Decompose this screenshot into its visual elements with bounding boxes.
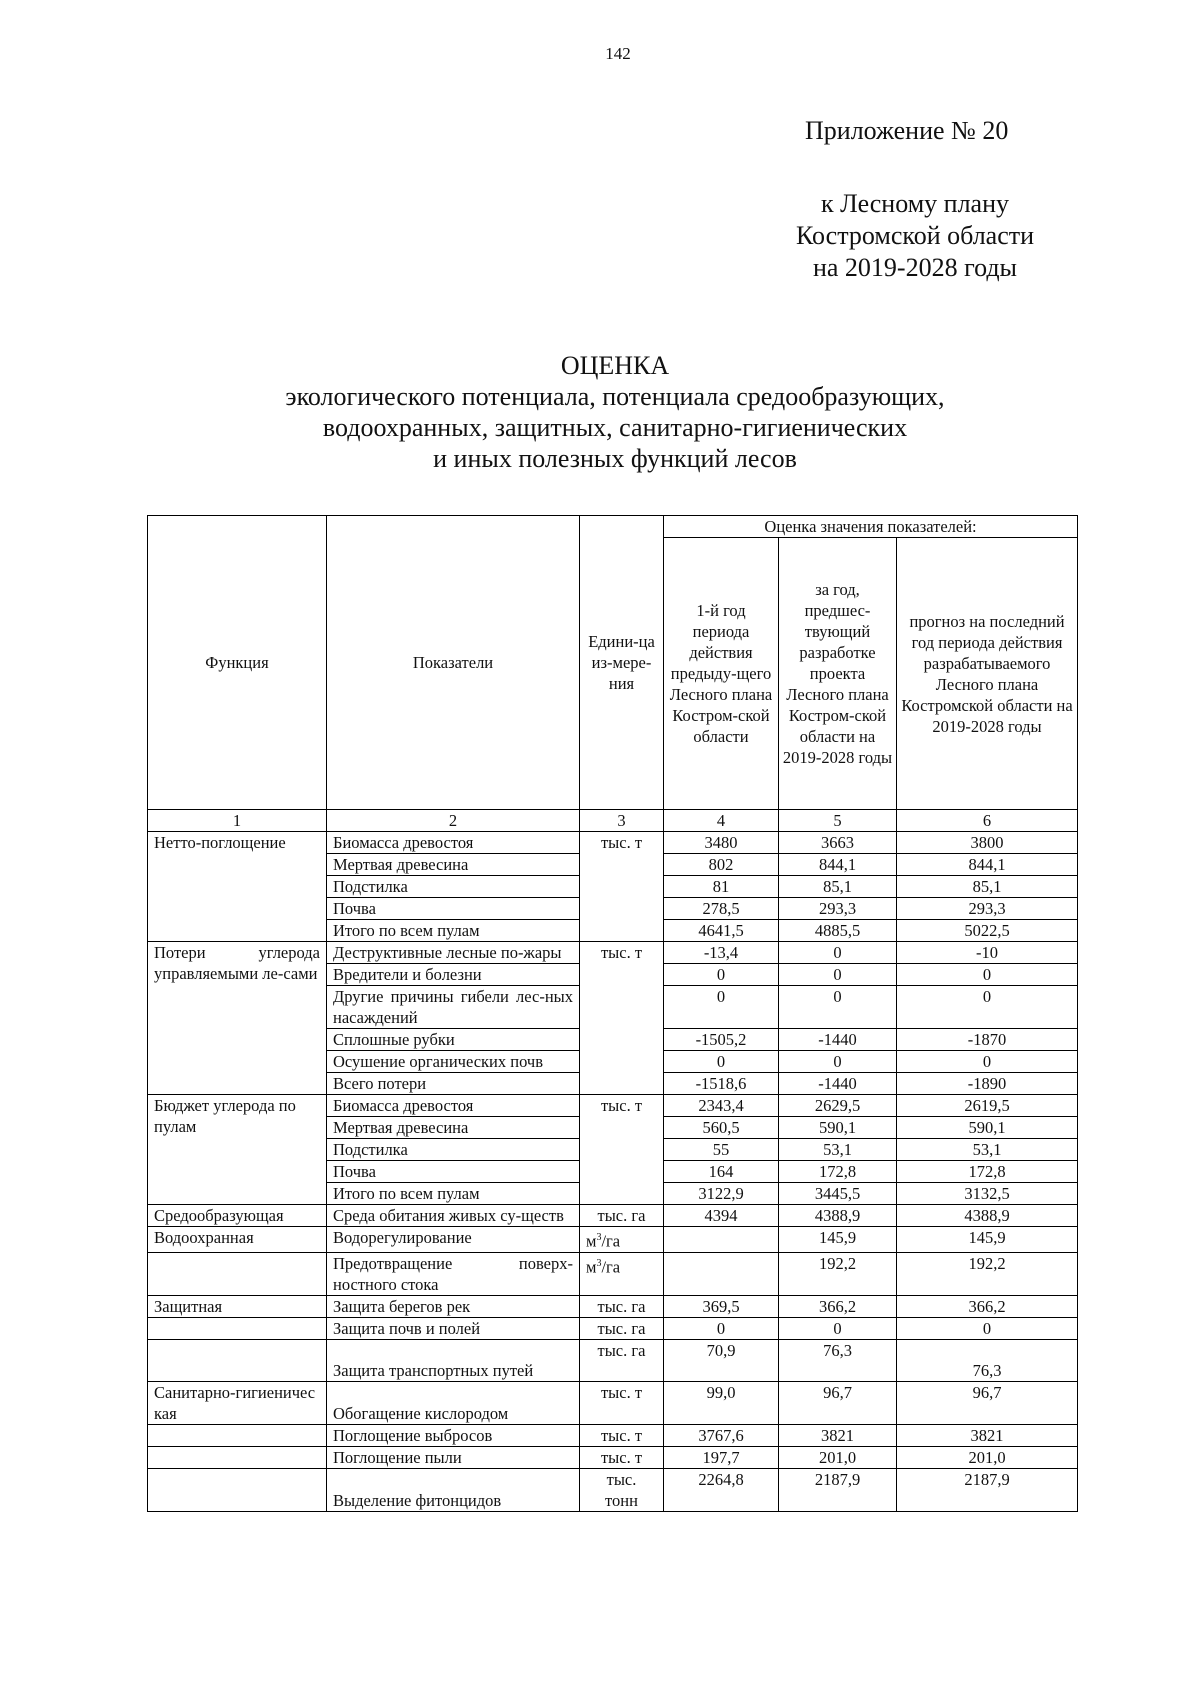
value-cell: 3663 <box>779 832 897 854</box>
indicator-cell: Подстилка <box>327 1139 580 1161</box>
function-cell <box>148 1468 327 1511</box>
unit-cell: тыс. га <box>580 1295 664 1317</box>
indicator-cell: Другие причины гибели лес-ных насаждений <box>327 986 580 1029</box>
value-cell: 192,2 <box>779 1252 897 1295</box>
value-cell: 2629,5 <box>779 1095 897 1117</box>
unit-base: м <box>586 1231 597 1251</box>
col-number: 1 <box>148 810 327 832</box>
header-function: Функция <box>148 516 327 810</box>
value-cell: -1890 <box>897 1073 1078 1095</box>
unit-cell: тыс. т <box>580 832 664 942</box>
value-cell: 85,1 <box>779 876 897 898</box>
value-cell: 70,9 <box>664 1339 779 1381</box>
value-cell: 3767,6 <box>664 1424 779 1446</box>
value-cell: 192,2 <box>897 1252 1078 1295</box>
table-row <box>148 1424 1078 1446</box>
indicator-cell: Биомасса древостоя <box>327 832 580 854</box>
unit-tail: /га <box>601 1257 621 1276</box>
header-col6: прогноз на последний год периода действия разрабатываемого Лесного плана Костромской области на 2019-2028 годы <box>897 538 1078 810</box>
value-cell: 81 <box>664 876 779 898</box>
value-cell: 0 <box>779 986 897 1029</box>
value-cell: -1870 <box>897 1029 1078 1051</box>
value-cell: 2264,8 <box>664 1468 779 1511</box>
function-cell <box>148 1424 327 1446</box>
indicator-cell: Защита транспортных путей <box>327 1339 580 1381</box>
col-number: 2 <box>327 810 580 832</box>
appendix-reference <box>735 188 1095 284</box>
title-line: водоохранных, защитных, санитарно-гигиенических <box>322 413 908 442</box>
value-cell: 3480 <box>664 832 779 854</box>
value-cell: 0 <box>664 1051 779 1073</box>
value-cell: 4641,5 <box>664 920 779 942</box>
value-cell: 145,9 <box>897 1227 1078 1253</box>
function-cell <box>148 1317 327 1339</box>
header-indicators: Показатели <box>327 516 580 810</box>
function-cell: Бюджет углерода по пулам <box>148 1095 327 1205</box>
unit-cell: тыс. т <box>580 942 664 1095</box>
value-cell: 2343,4 <box>664 1095 779 1117</box>
table-row <box>148 1205 1078 1227</box>
table-row <box>148 1339 1078 1381</box>
unit-cell: тыс. тонн <box>580 1468 664 1511</box>
col-number: 3 <box>580 810 664 832</box>
indicator-cell: Защита почв и полей <box>327 1317 580 1339</box>
indicator-cell: Поглощение пыли <box>327 1446 580 1468</box>
appendix-line: к Лесному плану <box>820 189 1010 218</box>
function-cell: Средообразующая <box>148 1205 327 1227</box>
value-cell: 0 <box>897 986 1078 1029</box>
header-unit: Едини-ца из-мере-ния <box>580 516 664 810</box>
appendix-line: на 2019-2028 годы <box>812 253 1018 282</box>
header-evaluation: Оценка значения показателей: <box>664 516 1078 538</box>
value-cell: -1505,2 <box>664 1029 779 1051</box>
value-cell: 96,7 <box>779 1381 897 1424</box>
value-cell: 560,5 <box>664 1117 779 1139</box>
value-cell: 3800 <box>897 832 1078 854</box>
value-cell: 55 <box>664 1139 779 1161</box>
table-row <box>148 942 1078 964</box>
unit-cell: тыс. т <box>580 1381 664 1424</box>
value-cell: 53,1 <box>897 1139 1078 1161</box>
function-cell <box>148 1252 327 1295</box>
value-cell: 0 <box>779 942 897 964</box>
value-cell: 0 <box>664 986 779 1029</box>
value-cell: -1440 <box>779 1029 897 1051</box>
table-row <box>148 832 1078 854</box>
value-cell: 278,5 <box>664 898 779 920</box>
appendix-line: Костромской области <box>795 221 1035 250</box>
indicator-cell: Водорегулирование <box>327 1227 580 1253</box>
value-cell: 0 <box>779 964 897 986</box>
unit-cell: тыс. т <box>580 1424 664 1446</box>
value-cell: 802 <box>664 854 779 876</box>
value-cell: 197,7 <box>664 1446 779 1468</box>
value-cell: 3821 <box>897 1424 1078 1446</box>
unit-cell: тыс. т <box>580 1446 664 1468</box>
value-cell: 590,1 <box>897 1117 1078 1139</box>
value-cell: 293,3 <box>897 898 1078 920</box>
value-cell: 164 <box>664 1161 779 1183</box>
value-cell: 4388,9 <box>779 1205 897 1227</box>
indicator-cell: Деструктивные лесные по-жары <box>327 942 580 964</box>
value-cell: 2619,5 <box>897 1095 1078 1117</box>
header-col4: 1-й год периода действия предыду-щего Лесного плана Костром-ской области <box>664 538 779 810</box>
value-cell: 844,1 <box>897 854 1078 876</box>
value-cell: 3445,5 <box>779 1183 897 1205</box>
indicator-cell: Выделение фитонцидов <box>327 1468 580 1511</box>
value-cell: 76,3 <box>779 1339 897 1381</box>
value-cell <box>664 1227 779 1253</box>
value-cell: -1518,6 <box>664 1073 779 1095</box>
table-row <box>148 1317 1078 1339</box>
indicator-cell: Сплошные рубки <box>327 1029 580 1051</box>
page-number: 142 <box>605 44 631 63</box>
value-cell: 4388,9 <box>897 1205 1078 1227</box>
col-number: 6 <box>897 810 1078 832</box>
indicator-cell: Всего потери <box>327 1073 580 1095</box>
value-cell <box>664 1252 779 1295</box>
function-cell <box>148 1339 327 1381</box>
value-cell: -13,4 <box>664 942 779 964</box>
table-row <box>148 1295 1078 1317</box>
col-number: 5 <box>779 810 897 832</box>
indicator-cell: Мертвая древесина <box>327 854 580 876</box>
header-col5: за год, предшес-твующий разработке проекта Лесного плана Костром-ской области на 2019-2028 годы <box>779 538 897 810</box>
value-cell: 0 <box>779 1051 897 1073</box>
value-cell: 201,0 <box>779 1446 897 1468</box>
table-row <box>148 1446 1078 1468</box>
value-cell: 0 <box>664 964 779 986</box>
indicator-cell: Почва <box>327 898 580 920</box>
value-cell: 172,8 <box>779 1161 897 1183</box>
function-cell: Нетто-поглощение <box>148 832 327 942</box>
unit-cell: тыс. га <box>580 1317 664 1339</box>
value-cell: 172,8 <box>897 1161 1078 1183</box>
indicator-cell: Мертвая древесина <box>327 1117 580 1139</box>
table-row <box>148 1252 1078 1295</box>
value-cell: 201,0 <box>897 1446 1078 1468</box>
indicator-cell: Предотвращение поверх-ностного стока <box>327 1252 580 1295</box>
value-cell: 366,2 <box>779 1295 897 1317</box>
indicator-cell: Поглощение выбросов <box>327 1424 580 1446</box>
function-cell: Санитарно-гигиеническая <box>148 1381 327 1424</box>
indicator-cell: Среда обитания живых су-ществ <box>327 1205 580 1227</box>
value-cell: 0 <box>897 1051 1078 1073</box>
unit-cell <box>580 1227 664 1253</box>
indicator-cell: Итого по всем пулам <box>327 920 580 942</box>
appendix-number: Приложение № 20 <box>805 116 1009 145</box>
function-cell: Защитная <box>148 1295 327 1317</box>
indicator-cell: Осушение органических почв <box>327 1051 580 1073</box>
title-line: и иных полезных функций лесов <box>433 444 797 473</box>
table-row <box>148 1227 1078 1253</box>
indicator-cell: Почва <box>327 1161 580 1183</box>
function-cell <box>148 1446 327 1468</box>
value-cell: 0 <box>664 1317 779 1339</box>
value-cell: 76,3 <box>897 1339 1078 1381</box>
table-row <box>148 1095 1078 1117</box>
value-cell: 0 <box>897 964 1078 986</box>
value-cell: 3122,9 <box>664 1183 779 1205</box>
value-cell: 2187,9 <box>779 1468 897 1511</box>
indicator-cell: Биомасса древостоя <box>327 1095 580 1117</box>
unit-superscript: 3 <box>596 1257 602 1269</box>
table-row <box>148 1468 1078 1511</box>
unit-base: м <box>586 1257 597 1276</box>
value-cell: 53,1 <box>779 1139 897 1161</box>
indicator-cell: Подстилка <box>327 876 580 898</box>
table-row <box>148 1381 1078 1424</box>
value-cell: 2187,9 <box>897 1468 1078 1511</box>
value-cell: -10 <box>897 942 1078 964</box>
value-cell: 590,1 <box>779 1117 897 1139</box>
col-number: 4 <box>664 810 779 832</box>
unit-cell: тыс. га <box>580 1205 664 1227</box>
title-line: экологического потенциала, потенциала средообразующих, <box>285 382 945 411</box>
document-title <box>150 350 1080 474</box>
unit-superscript: 3 <box>596 1232 602 1243</box>
indicator-cell: Вредители и болезни <box>327 964 580 986</box>
value-cell: 145,9 <box>779 1227 897 1253</box>
value-cell: 3132,5 <box>897 1183 1078 1205</box>
unit-tail: /га <box>601 1231 621 1251</box>
value-cell: 99,0 <box>664 1381 779 1424</box>
indicator-cell: Защита берегов рек <box>327 1295 580 1317</box>
value-cell: 366,2 <box>897 1295 1078 1317</box>
value-cell: 4885,5 <box>779 920 897 942</box>
unit-cell: тыс. га <box>580 1339 664 1381</box>
value-cell: 0 <box>897 1317 1078 1339</box>
title-main: ОЦЕНКА <box>560 351 670 380</box>
value-cell: 293,3 <box>779 898 897 920</box>
value-cell: 0 <box>779 1317 897 1339</box>
value-cell: 85,1 <box>897 876 1078 898</box>
column-numbers-row <box>148 810 1078 832</box>
value-cell: 3821 <box>779 1424 897 1446</box>
function-cell: Потери углерода управляемыми ле-сами <box>148 942 327 1095</box>
indicator-cell: Итого по всем пулам <box>327 1183 580 1205</box>
unit-cell <box>580 1252 664 1295</box>
value-cell: 5022,5 <box>897 920 1078 942</box>
unit-cell: тыс. т <box>580 1095 664 1205</box>
function-cell: Водоохранная <box>148 1227 327 1253</box>
indicator-cell: Обогащение кислородом <box>327 1381 580 1424</box>
value-cell: 96,7 <box>897 1381 1078 1424</box>
value-cell: 369,5 <box>664 1295 779 1317</box>
evaluation-table <box>147 515 1078 1512</box>
value-cell: 4394 <box>664 1205 779 1227</box>
value-cell: 844,1 <box>779 854 897 876</box>
value-cell: -1440 <box>779 1073 897 1095</box>
